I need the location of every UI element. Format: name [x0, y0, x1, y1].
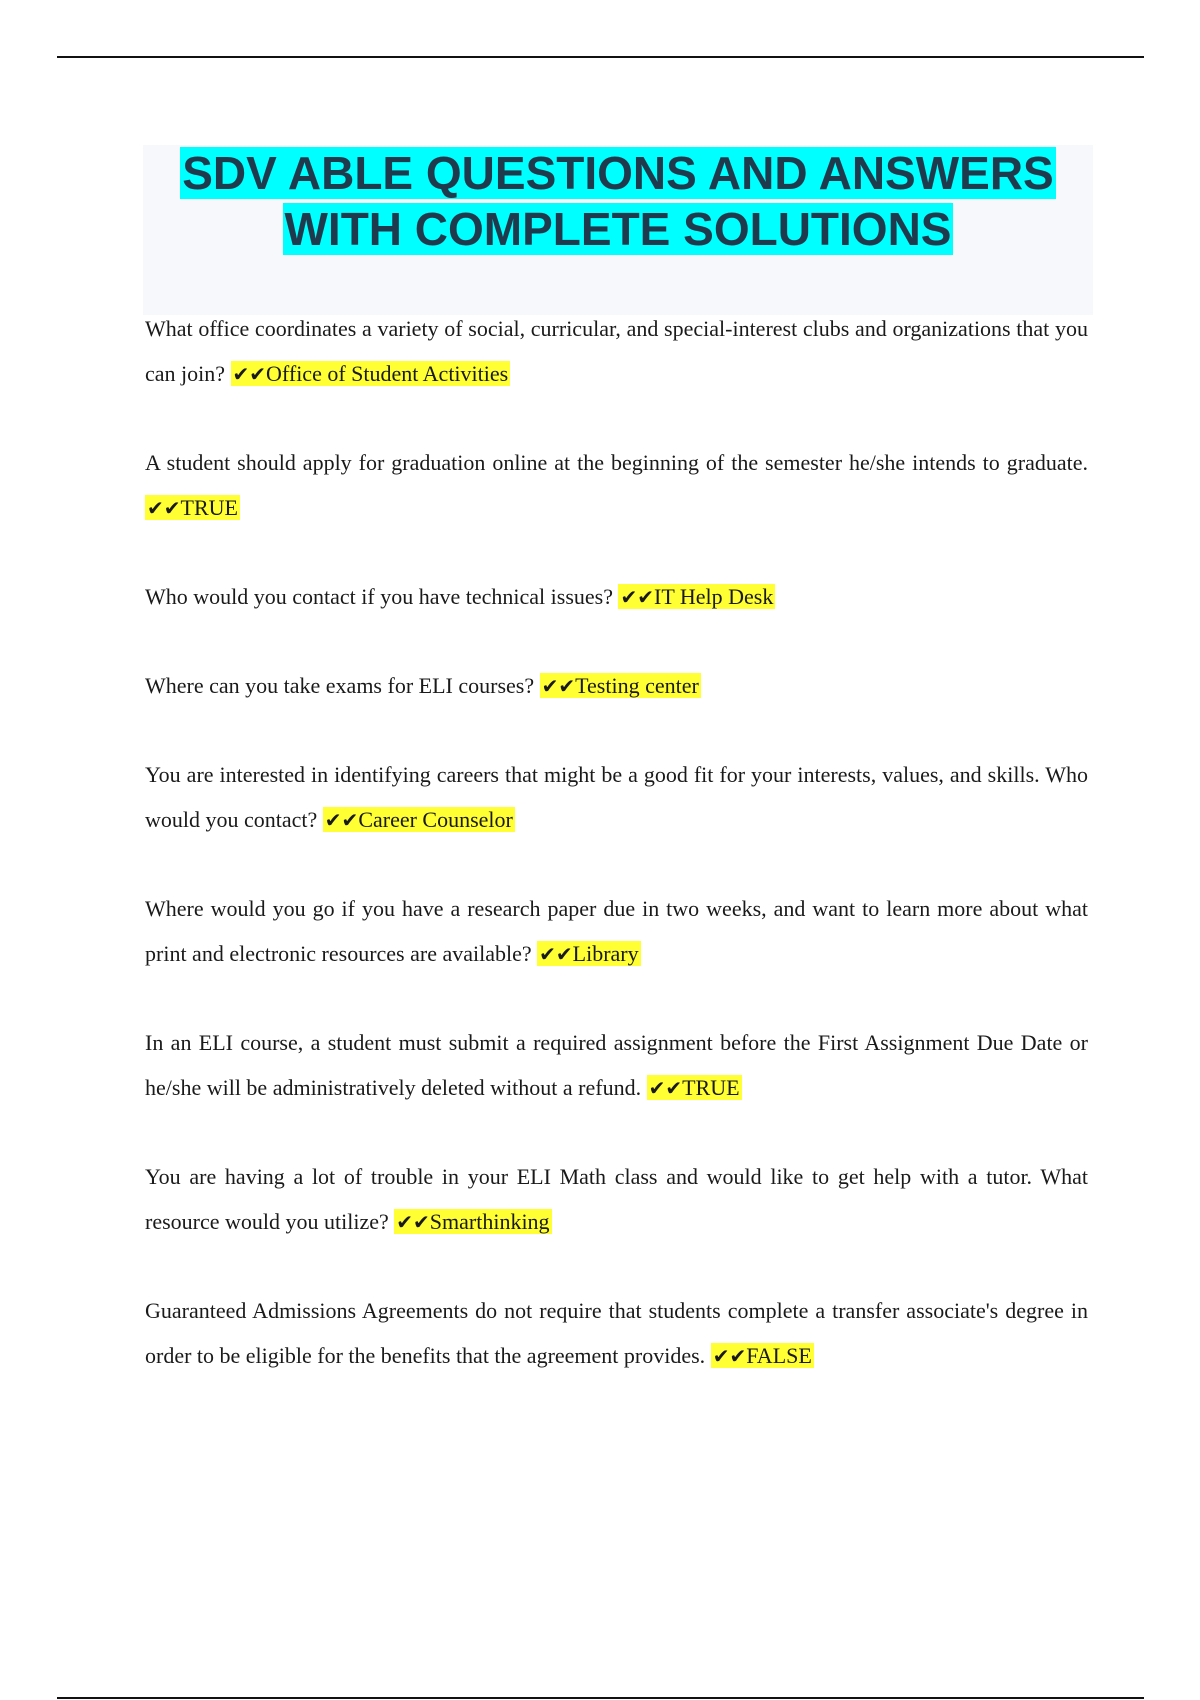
answer-highlight: [711, 1343, 814, 1368]
question-text: You are having a lot of trouble in your ELI Math class and would like to get help with a tutor. What resource would you utilize?: [145, 1164, 1088, 1234]
document-title: [143, 145, 1093, 257]
check-mark-icon: ✔✔: [232, 362, 267, 386]
qa-item: [145, 752, 1088, 843]
qa-item: [145, 1154, 1088, 1245]
check-mark-icon: ✔✔: [147, 496, 181, 520]
answer-text: IT Help Desk: [654, 584, 774, 609]
answer-text: Smarthinking: [429, 1209, 550, 1234]
question-text: Who would you contact if you have technical issues?: [145, 584, 613, 609]
qa-item: [145, 440, 1088, 531]
answer-text: Library: [572, 941, 639, 966]
answer-highlight: [647, 1075, 742, 1100]
answer-highlight: [537, 941, 640, 966]
check-mark-icon: ✔✔: [396, 1210, 430, 1234]
answer-text: TRUE: [180, 495, 238, 520]
answer-text: Testing center: [575, 673, 699, 698]
answer-highlight: [618, 584, 775, 609]
answer-highlight: [231, 361, 511, 386]
qa-item: [145, 1020, 1088, 1111]
answer-text: TRUE: [682, 1075, 740, 1100]
check-mark-icon: ✔✔: [648, 1076, 683, 1100]
check-mark-icon: ✔✔: [539, 942, 573, 966]
question-text: A student should apply for graduation online at the beginning of the semester he/she intends to graduate.: [145, 450, 1088, 475]
question-text: Where would you go if you have a research paper due in two weeks, and want to learn more about what print and electronic resources are available?: [145, 896, 1088, 966]
answer-highlight: [394, 1209, 551, 1234]
qa-item: [145, 886, 1088, 977]
answer-highlight: [323, 807, 515, 832]
answer-highlight: [145, 495, 240, 520]
answer-text: Career Counselor: [358, 807, 513, 832]
qa-item: [145, 306, 1088, 397]
answer-text: Office of Student Activities: [266, 361, 509, 386]
qa-item: [145, 1288, 1088, 1379]
check-mark-icon: ✔✔: [541, 674, 576, 698]
qa-item: [145, 663, 1088, 709]
check-mark-icon: ✔✔: [620, 585, 654, 609]
question-text: You are interested in identifying careers that might be a good fit for your interests, values, and skills. Who would you contact?: [145, 762, 1088, 832]
question-text: Where can you take exams for ELI courses?: [145, 673, 535, 698]
answer-highlight: [540, 673, 701, 698]
question-text: In an ELI course, a student must submit a required assignment before the First Assignment Due Date or he/she will be administratively deleted without a refund.: [145, 1030, 1088, 1100]
check-mark-icon: ✔✔: [712, 1344, 747, 1368]
qa-list: [145, 306, 1088, 1422]
title-line-2: WITH COMPLETE SOLUTIONS: [284, 203, 952, 255]
title-line-1: SDV ABLE QUESTIONS AND ANSWERS: [182, 147, 1054, 199]
qa-item: [145, 574, 1088, 620]
answer-text: FALSE: [746, 1343, 812, 1368]
question-text: Guaranteed Admissions Agreements do not require that students complete a transfer associate's degree in order to be eligible for the benefits that the agreement provides.: [145, 1298, 1088, 1368]
question-text: What office coordinates a variety of social, curricular, and special-interest clubs and organizations that you can join?: [145, 316, 1088, 386]
top-rule: [57, 56, 1144, 58]
check-mark-icon: ✔✔: [324, 808, 359, 832]
bottom-rule: [57, 1697, 1144, 1699]
